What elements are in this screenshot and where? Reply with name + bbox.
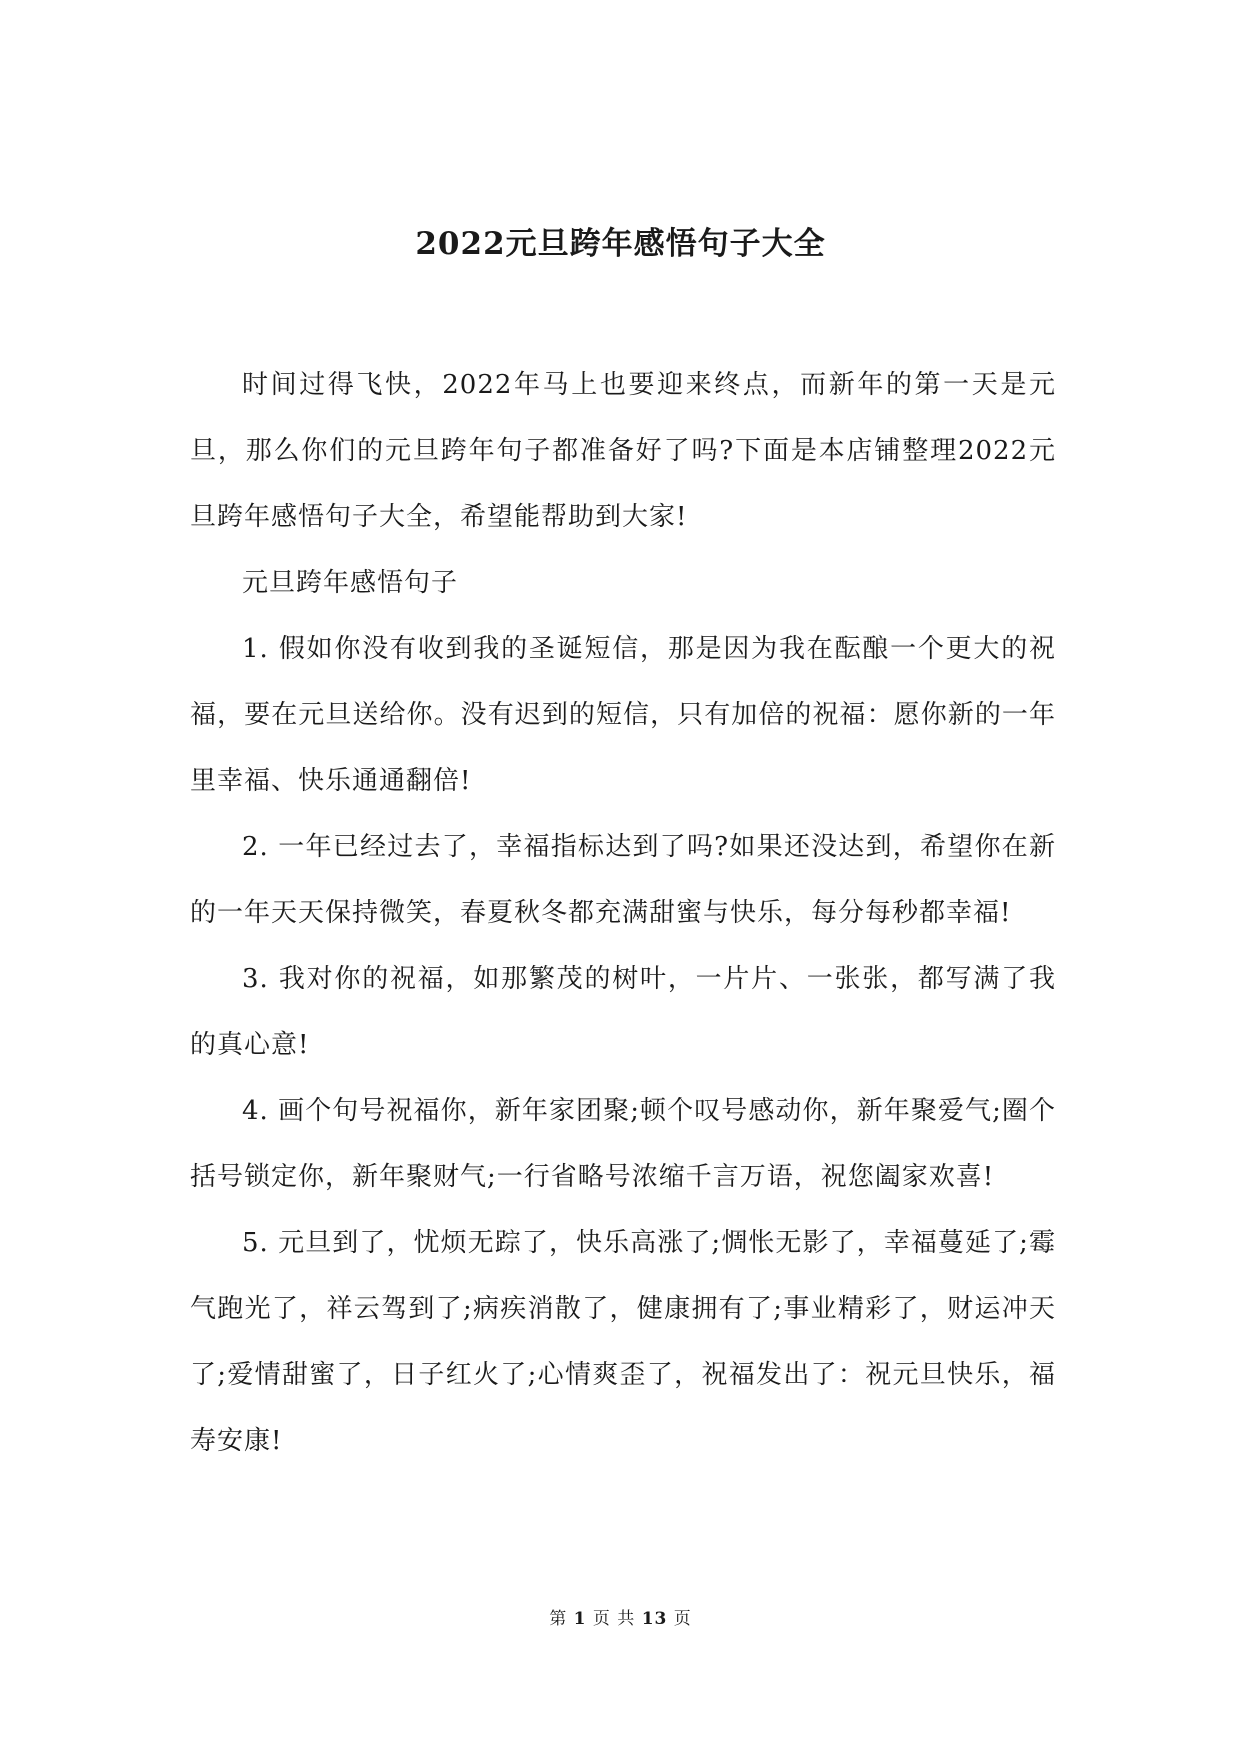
footer-prefix: 第: [549, 1609, 568, 1629]
current-page-number: 1: [573, 1609, 587, 1629]
intro-paragraph: 时间过得飞快，2022年马上也要迎来终点，而新年的第一天是元旦，那么你们的元旦跨年句子都准备好了吗?下面是本店铺整理2022元旦跨年感悟句子大全，希望能帮助到大家!: [190, 370, 1056, 532]
sentence-item-1: 1. 假如你没有收到我的圣诞短信，那是因为我在酝酿一个更大的祝福，要在元旦送给你。没有迟到的短信，只有加倍的祝福：愿你新的一年里幸福、快乐通通翻倍!: [190, 634, 1056, 796]
section-heading: 元旦跨年感悟句子: [242, 568, 459, 598]
sentence-item-2: 2. 一年已经过去了，幸福指标达到了吗?如果还没达到，希望你在新的一年天天保持微笑，春夏秋冬都充满甜蜜与快乐，每分每秒都幸福!: [190, 832, 1056, 928]
footer-suffix: 页: [673, 1609, 692, 1629]
sentence-item-5: 5. 元旦到了，忧烦无踪了，快乐高涨了;惆怅无影了，幸福蔓延了;霉气跑光了，祥云驾到了;病疾消散了，健康拥有了;事业精彩了，财运冲天了;爱情甜蜜了，日子红火了;心情爽歪了，祝福发出了：祝元旦快乐，福寿安康!: [190, 1228, 1056, 1456]
sentence-item-3: 3. 我对你的祝福，如那繁茂的树叶，一片片、一张张，都写满了我的真心意!: [190, 964, 1056, 1060]
footer-middle: 页 共: [592, 1609, 636, 1629]
document-title: 2022元旦跨年感悟句子大全: [415, 226, 826, 262]
total-page-count: 13: [641, 1609, 668, 1629]
page-footer: [0, 1607, 1241, 1631]
sentence-item-4: 4. 画个句号祝福你，新年家团聚;顿个叹号感动你，新年聚爱气;圈个括号锁定你，新年聚财气;一行省略号浓缩千言万语，祝您阖家欢喜!: [190, 1096, 1056, 1192]
document-body: [190, 352, 1056, 1474]
